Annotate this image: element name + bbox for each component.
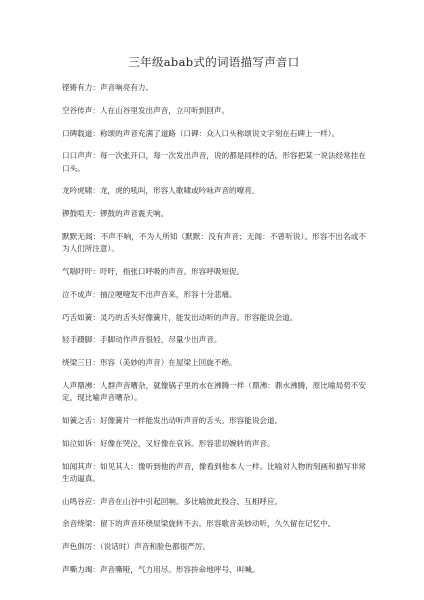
entry-list [62,82,366,576]
entry-15: 如闻其声：如见其人：像听到他的声音，像看到他本人一样。比喻对人物的刻画和描写非常生动逼真。 [62,461,366,483]
entry-18: 声色俱厉：（说话时）声音和脸色都很严厉。 [62,542,211,552]
entry-12: 人声鼎沸：人群声音嘈杂，就像锅子里的水在沸腾一样（鼎沸：鼎水沸腾，原比喻局势不安定，现比喻声音嘈杂）。 [62,380,366,403]
entry-5: 锣鼓喧天：锣鼓的声音震天响。 [62,209,169,219]
entry-11: 绕梁三日：形容（美妙的声音）在屋梁上回旋不绝。 [62,358,237,368]
entry-14: 如泣如诉：好像在哭泣，又好像在哀诉。形容悲切婉转的声音。 [62,438,275,448]
entry-3: 口口声声：每一次张开口，每一次发出声音，说的都是同样的话。形容把某一说法经常挂在口头。 [62,151,366,173]
entry-2: 口碑载道：称颂的声音充满了道路（口碑：众人口头称颂说文字刻在石碑上一样）。 [62,128,340,138]
document-title: 三年级abab式的词语描写声音口 [128,55,300,69]
entry-19: 声嘶力竭：声音嘶哑，气力用尽。形容拚命地呼号、叫喊。 [62,564,260,574]
entry-6: 默默无闻：不声不响，不为人所知（默默：没有声音；无闻：不曾听说）。形容不出名或不为人们所注意）。 [62,231,366,254]
entry-13: 如簧之舌：好像簧片一样能发出动听声音的舌头。形容能说会道。 [62,415,283,425]
entry-8: 泣不成声：抽泣哽噎发不出声音来，形容十分悲痛。 [62,289,237,299]
entry-9: 巧舌如簧：灵巧的舌头好像簧片，能发出动听的声音。形容能说会道。 [62,312,298,322]
entry-1: 空谷传声：人在山谷里发出声音，立可听到回声。 [62,105,230,115]
entry-4: 龙吟虎啸：龙，虎的吼叫，形容人歌啸或吟咏声音的嘹亮。 [62,186,260,196]
entry-10: 轻手蹑脚：手脚动作声音很轻，尽量少出声音。 [62,335,222,345]
entry-7: 气喘吁吁：吁吁，指张口呼吸的声音。形容呼吸短促。 [62,266,245,276]
entry-0: 铿锵有力：声音响亮有力。 [62,83,154,92]
entry-17: 余音绕梁：留下的声音环绕屋梁旋转不去。形容歌音美妙动听，久久留在记忆中。 [62,519,336,529]
entry-16: 山鸣谷应：声音在山谷中引起回响。多比喻彼此投合、互相呼应。 [62,496,283,506]
